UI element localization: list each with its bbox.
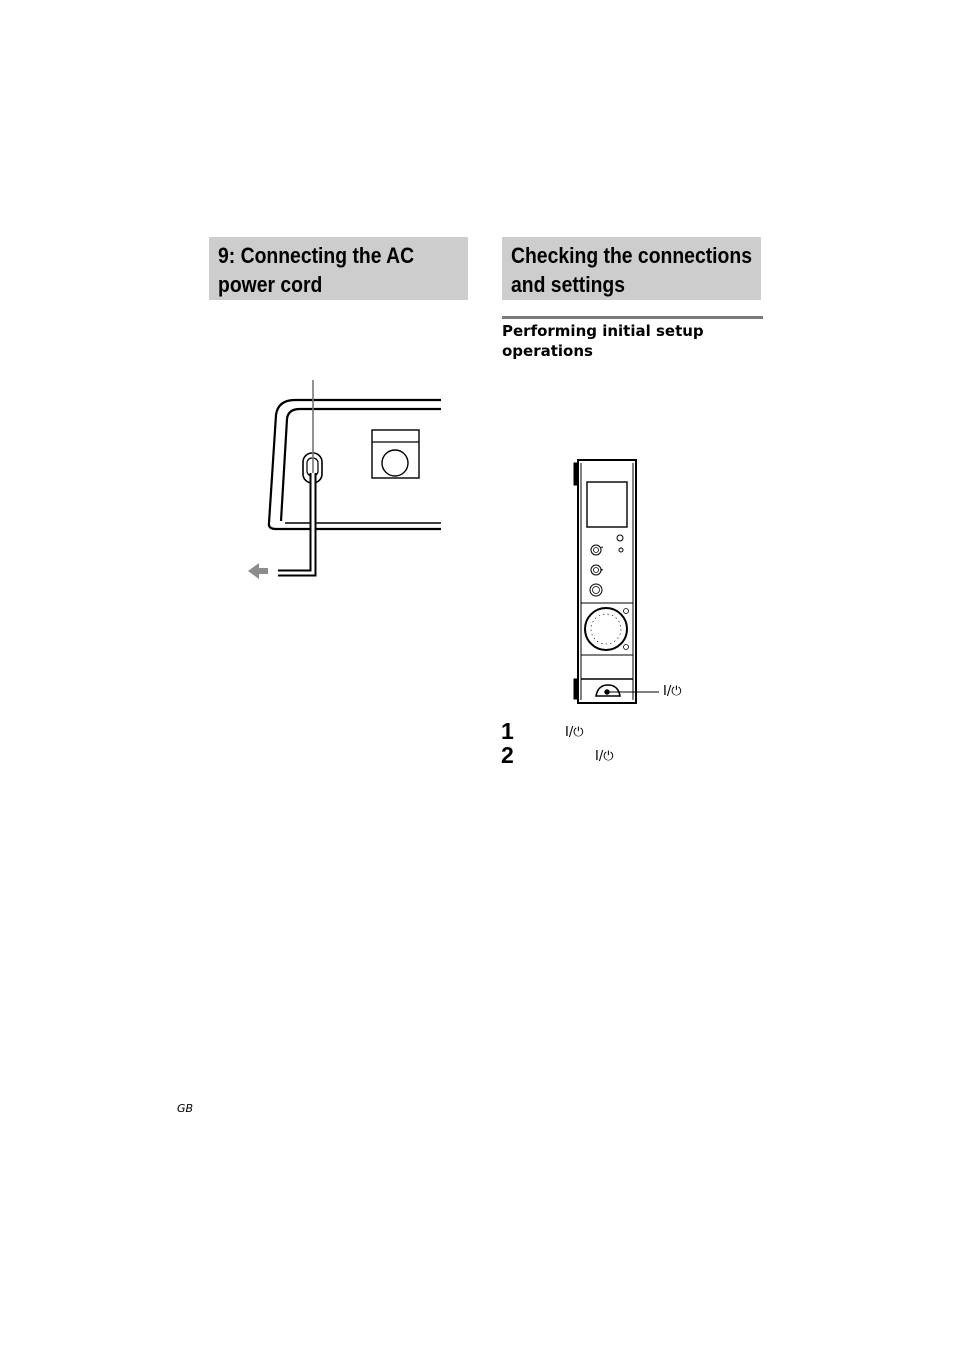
- ac-cord-diagram: [240, 375, 450, 585]
- step-1-power-icon: I/⏻: [565, 725, 584, 740]
- menu-button-icon: [590, 584, 602, 596]
- speaker-terminal-outline: [372, 430, 419, 478]
- left-section-heading: [209, 237, 468, 300]
- page-code: GB: [177, 1102, 194, 1115]
- step-number-1: 1: [501, 718, 514, 744]
- right-section-heading: [502, 237, 761, 300]
- rear-panel-outline: [269, 400, 441, 529]
- subheading-rule: [502, 316, 763, 319]
- right-title-line2: and settings: [511, 272, 626, 297]
- down-button-icon: [591, 565, 601, 575]
- display-window: [587, 482, 627, 527]
- speaker-terminal-circle: [382, 450, 408, 476]
- up-button-icon: [591, 545, 601, 555]
- left-title-line1: 9: Connecting the AC: [218, 243, 415, 268]
- step-2-power-icon: I/⏻: [595, 749, 614, 764]
- right-title-line1: Checking the connections: [511, 243, 752, 268]
- arrow-left-icon: [248, 563, 268, 579]
- front-panel-diagram: [568, 455, 693, 710]
- power-label: I/⏻: [663, 684, 682, 699]
- left-section-title: [218, 241, 430, 299]
- right-section-title: [511, 241, 752, 299]
- left-title-line2: power cord: [218, 272, 323, 297]
- subheading: [502, 321, 763, 361]
- subheading-line1: Performing initial setup: [502, 322, 704, 340]
- subheading-line2: operations: [502, 342, 593, 360]
- step-number-2: 2: [501, 742, 514, 768]
